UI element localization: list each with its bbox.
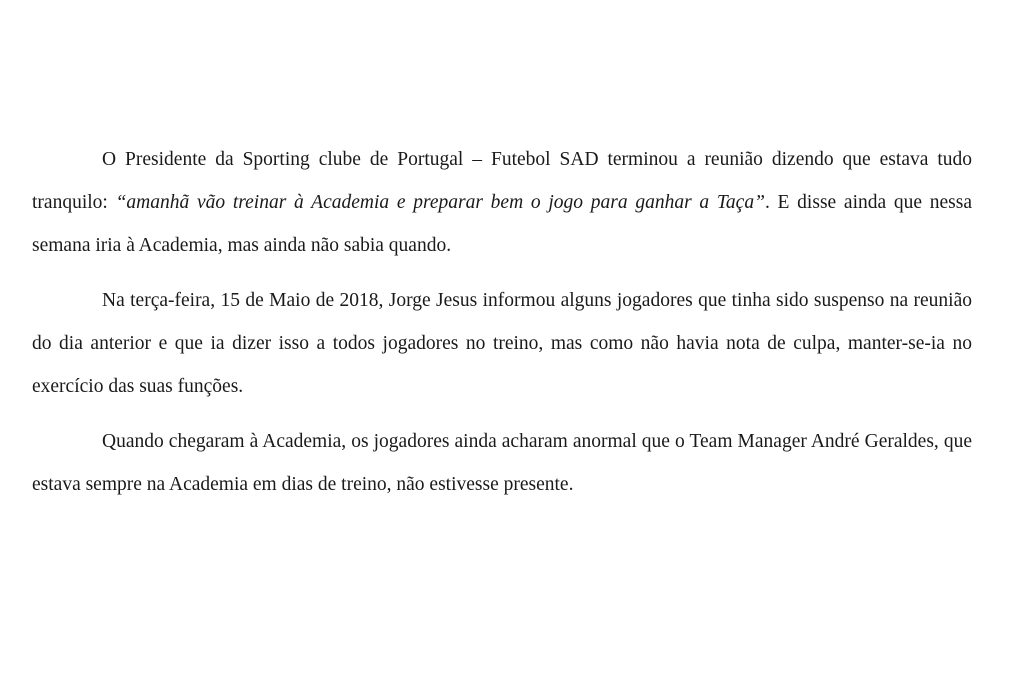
paragraph-3-text: Quando chegaram à Academia, os jogadores ainda acharam anormal que o Team Manager André Geraldes, que estava sempre na Academia em dias de treino, não estivesse presente.: [32, 431, 972, 495]
paragraph-1: [32, 138, 972, 267]
paragraph-2: [32, 279, 972, 408]
paragraph-3: [32, 420, 972, 506]
paragraph-2-text: Na terça-feira, 15 de Maio de 2018, Jorge Jesus informou alguns jogadores que tinha sido suspenso na reunião do dia anterior e que ia dizer isso a todos jogadores no treino, mas como não havia nota de culpa, manter-se-ia no exercício das suas funções.: [32, 290, 972, 397]
paragraph-1-quote: “amanhã vão treinar à Academia e preparar bem o jogo para ganhar a Taça”: [115, 192, 765, 213]
paragraph-1-text-start: O Presidente da Sporting clube de Portugal – Futebol SAD terminou a reunião dizendo que estava tudo tranquilo:: [32, 149, 972, 213]
paragraph-1-text-end: . E disse ainda que nessa semana iria à Academia, mas ainda não sabia quando.: [32, 192, 972, 256]
